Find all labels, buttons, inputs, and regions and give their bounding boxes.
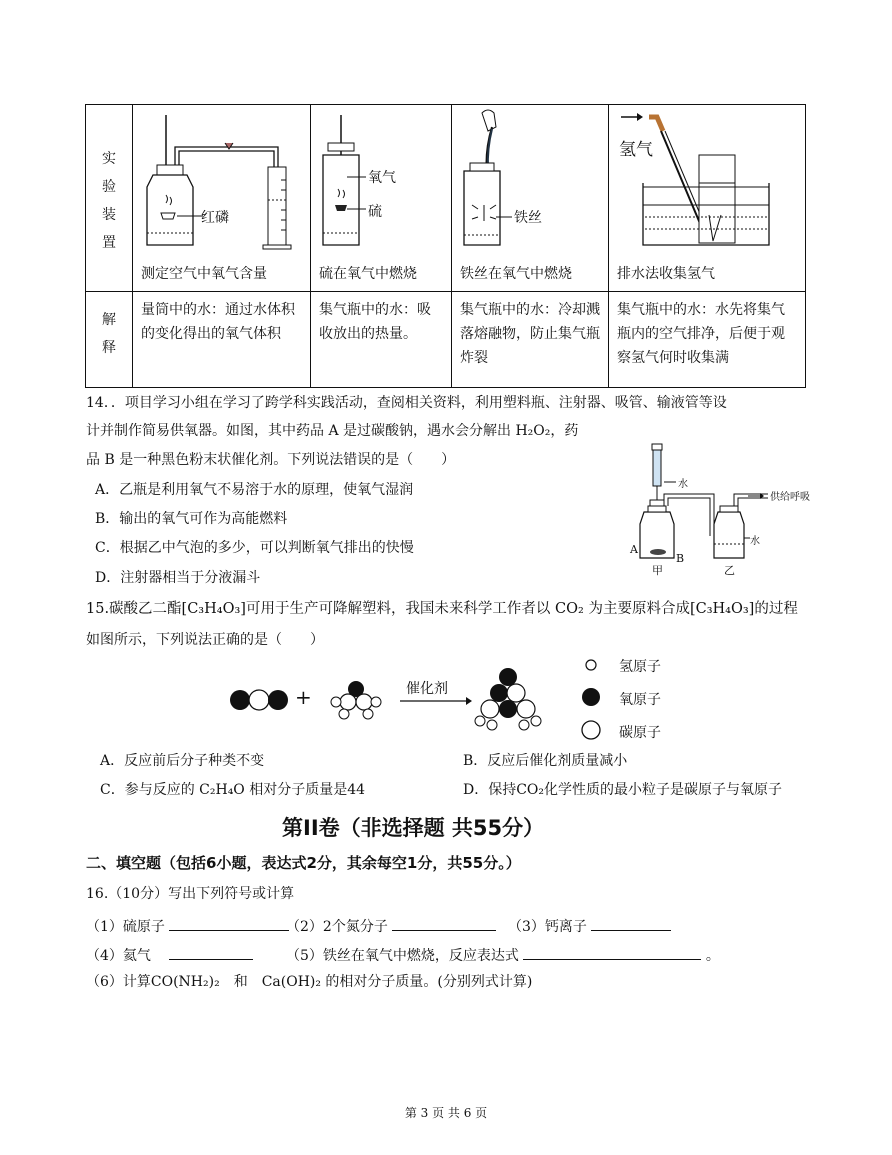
q14-line-2: 计并制作简易供氧器。如图，其中药品 A 是过碳酸钠，遇水会分解出 H₂O₂，药 [86, 423, 579, 439]
apparatus-cell-4 [609, 105, 806, 292]
q16-item-3-label: （3）钙离子 [508, 919, 587, 935]
section-fill-blank: 二、填空题（包括6小题，表达式2分，其余每空1分，共55分。） [86, 854, 521, 872]
explanation-4: 集气瓶中的水：水先将集气瓶内的空气排净，后便于观察氢气何时收集满 [609, 292, 806, 388]
q14-option-a: A．乙瓶是利用氧气不易溶于水的原理，使氧气湿润 [95, 482, 414, 498]
q14-option-d: D．注射器相当于分液漏斗 [95, 570, 261, 586]
reaction-diagram [220, 655, 570, 745]
answer-blank-5[interactable] [523, 943, 701, 960]
part-two-title: 第ⅠⅠ卷（非选择题 共55分） [282, 816, 545, 840]
q16-item-2-label: （2）2个氮分子 [286, 919, 388, 935]
q16-item-2 [286, 914, 496, 937]
oxygen-supplier-diagram [622, 440, 812, 580]
supply-breathing-label: 供给呼吸 [770, 492, 810, 503]
answer-blank-2[interactable] [392, 914, 496, 931]
q15-line-2: 如图所示，下列说法正确的是（ ） [86, 632, 324, 648]
q14-line-1: 14．．项目学习小组在学习了跨学科实践活动，查阅相关资料，利用塑料瓶、注射器、吸管、输液管等设 [86, 395, 727, 411]
explanation-2: 集气瓶中的水：吸收放出的热量。 [311, 292, 452, 388]
q16-heading: 16.（10分）写出下列符号或计算 [86, 886, 295, 902]
q16-item-5-end: 。 [705, 948, 720, 964]
plus-sign: + [295, 685, 312, 709]
q15-option-a: A．反应前后分子种类不变 [100, 753, 265, 769]
answer-blank-4[interactable] [169, 943, 253, 960]
legend-carbon: 碳原子 [619, 725, 661, 741]
row-label-apparatus: 实验装置 [86, 105, 133, 292]
explanation-1: 量筒中的水：通过水体积的变化得出的氧气体积 [133, 292, 311, 388]
drug-a-label: A [630, 543, 638, 556]
q16-item-4 [86, 943, 253, 966]
iron-wire-label: 铁丝 [514, 210, 542, 226]
q15-line-1: 15.碳酸乙二酯[C₃H₄O₃]可用于生产可降解塑料，我国未来科学工作者以 CO₂ 为主要原料合成[C₃H₄O₃]的过程 [86, 601, 798, 617]
oxygen-content-apparatus [133, 105, 310, 255]
experiment-caption-3: 铁丝在氧气中燃烧 [460, 266, 572, 282]
product-molecule [475, 668, 541, 730]
legend-hydrogen: 氢原子 [619, 659, 661, 675]
q16-item-1 [86, 914, 289, 937]
q16-item-6: （6）计算CO(NH₂)₂ 和 Ca(OH)₂ 的相对分子质量。(分别列式计算) [86, 974, 533, 990]
bottle-yi-label: 乙 [724, 564, 735, 577]
drug-b-label: B [676, 552, 685, 565]
hydrogen-label: 氢气 [619, 140, 653, 160]
q14-option-c: C．根据乙中气泡的多少，可以判断氧气排出的快慢 [95, 540, 414, 556]
q15-option-b: B．反应后催化剂质量减小 [463, 753, 628, 769]
answer-blank-3[interactable] [591, 914, 671, 931]
co2-molecule [230, 690, 288, 710]
legend-oxygen: 氧原子 [619, 692, 661, 708]
atom-legend-icons [580, 655, 610, 745]
q15-option-d: D．保持CO₂化学性质的最小粒子是碳原子与氧原子 [463, 782, 783, 798]
answer-blank-1[interactable] [169, 914, 289, 931]
experiment-caption-1: 测定空气中氧气含量 [141, 266, 267, 282]
iron-wire-apparatus [452, 105, 608, 255]
q15-option-c: C．参与反应的 C₂H₄O 相对分子质量是44 [100, 782, 366, 798]
red-phosphorus-label: 红磷 [201, 210, 229, 226]
oxygen-supplier-figure [622, 440, 812, 580]
oxygen-label: 氧气 [368, 170, 396, 186]
water-label-1: 水 [678, 479, 688, 490]
q14-option-b: B．输出的氧气可作为高能燃料 [95, 511, 288, 527]
apparatus-cell-2 [311, 105, 452, 292]
hydrogen-collection-apparatus [609, 105, 805, 255]
page-footer: 第 3 页 共 6 页 [404, 1106, 488, 1120]
experiment-caption-4: 排水法收集氢气 [617, 266, 715, 282]
catalyst-label: 催化剂 [406, 681, 448, 697]
q16-item-3 [508, 914, 671, 937]
bottle-jia-label: 甲 [652, 564, 663, 577]
row-label-explanation: 解释 [86, 292, 133, 388]
q16-item-1-label: （1）硫原子 [86, 919, 165, 935]
q16-item-5 [286, 943, 720, 966]
sulfur-label: 硫 [368, 204, 382, 220]
apparatus-cell-3 [452, 105, 609, 292]
ethylene-oxide-molecule [331, 681, 381, 719]
water-label-2: 水 [750, 536, 760, 547]
apparatus-cell-1 [133, 105, 311, 292]
q14-line-3: 品 B 是一种黑色粉末状催化剂。下列说法错误的是（ ） [86, 452, 456, 468]
experiment-caption-2: 硫在氧气中燃烧 [319, 266, 417, 282]
explanation-3: 集气瓶中的水：冷却溅落熔融物，防止集气瓶炸裂 [452, 292, 609, 388]
experiment-table [85, 104, 806, 388]
q16-item-4-label: （4）氦气 [86, 948, 151, 964]
q16-item-5-label: （5）铁丝在氧气中燃烧，反应表达式 [286, 948, 519, 964]
